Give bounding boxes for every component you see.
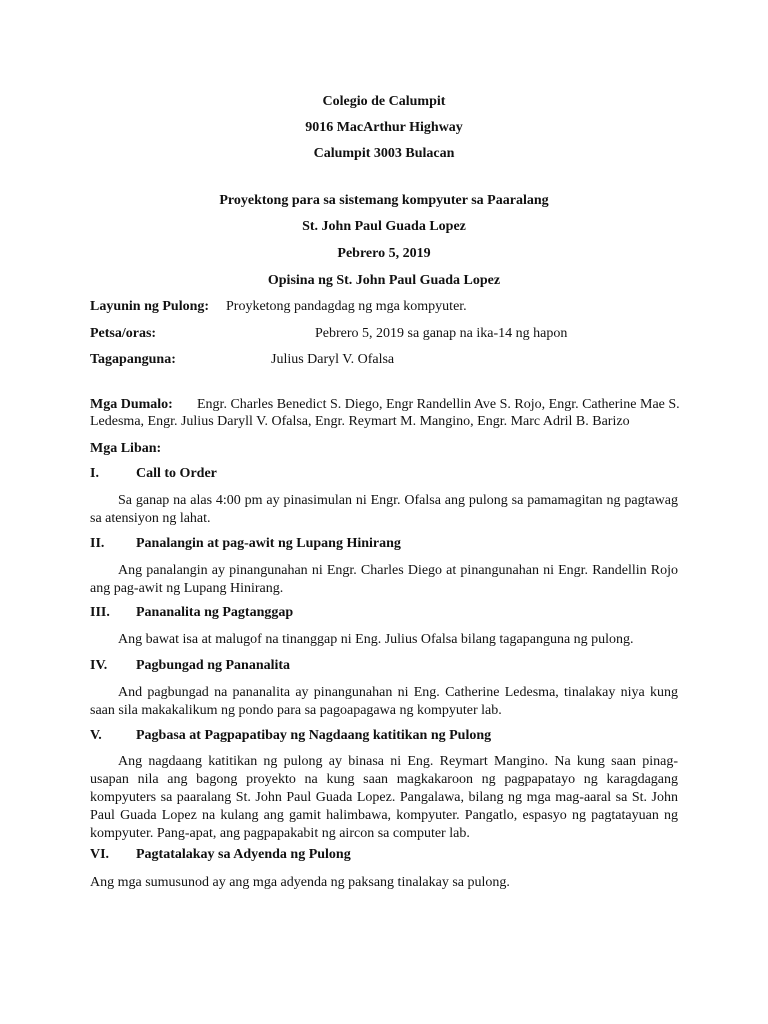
section-body: Ang nagdaang katitikan ng pulong ay binasa ni Eng. Reymart Mangino. Na kung saan pinag-usapan nila ang bagong proyekto na kung saan magkakaroon ng pagpapatayo ng karagdagang kompyuters sa paaralang St. John Paul Guada Lopez. Pangalawa, bilang ng mga mag-aaral sa St. John Paul Guada Lopez na kulang ang gamit halimbawa, kompyuter. Pangatlo, espasyo ng pagtatayuan ng kompyuter. Pang-apat, ang pagpapakabit ng aircon sa computer lab.: [90, 754, 678, 841]
dumalo-line-1: Engr. Charles Benedict S. Diego, Engr Randellin Ave S. Rojo, Engr. Catherine Mae S.: [197, 397, 680, 412]
meeting-date: Pebrero 5, 2019: [337, 246, 431, 261]
tagapanguna-label: Tagapanguna:: [90, 352, 176, 367]
section-title: Pagbasa at Pagpapatibay ng Nagdaang katitikan ng Pulong: [136, 728, 492, 743]
layunin-label: Layunin ng Pulong:: [90, 299, 210, 314]
section-body: And pagbungad na pananalita ay pinangunahan ni Eng. Catherine Ledesma, tinalakay niya kung saan sila makakalikum ng pondo para sa pagoapagawa ng kompyuter lab.: [90, 685, 678, 718]
meeting-venue: Opisina ng St. John Paul Guada Lopez: [267, 273, 501, 288]
section-number: V.: [90, 728, 102, 743]
section-number: IV.: [90, 658, 108, 673]
section-title: Pananalita ng Pagtanggap: [136, 605, 294, 620]
section-title: Panalangin at pag-awit ng Lupang Hinirang: [136, 536, 401, 551]
petsa-label: Petsa/oras:: [90, 326, 157, 341]
school-name-heading: Colegio de Calumpit: [322, 94, 446, 109]
section-body: Ang bawat isa at malugof na tinanggap ni Eng. Julius Ofalsa bilang tagapanguna ng pulong.: [118, 632, 634, 647]
section-number: I.: [90, 466, 99, 481]
dumalo-line-2: Ledesma, Engr. Julius Daryll V. Ofalsa, Engr. Reymart M. Mangino, Engr. Marc Adril B. Barizo: [90, 414, 630, 429]
section-number: III.: [90, 605, 110, 620]
address-line-2: Calumpit 3003 Bulacan: [313, 146, 455, 161]
section-number: II.: [90, 536, 105, 551]
section-number: VI.: [90, 847, 110, 862]
section-title: Call to Order: [136, 466, 217, 481]
layunin-value: Proyketong pandagdag ng mga kompyuter.: [226, 299, 467, 314]
project-school: St. John Paul Guada Lopez: [302, 219, 466, 234]
section-title: Pagbungad ng Pananalita: [136, 658, 291, 673]
tagapanguna-value: Julius Daryl V. Ofalsa: [271, 352, 395, 367]
project-title: Proyektong para sa sistemang kompyuter sa Paaralang: [219, 193, 549, 208]
section-body: Ang mga sumusunod ay ang mga adyenda ng paksang tinalakay sa pulong.: [90, 875, 510, 890]
section-title: Pagtatalakay sa Adyenda ng Pulong: [136, 847, 351, 862]
dumalo-label: Mga Dumalo:: [90, 397, 173, 412]
section-body: Sa ganap na alas 4:00 pm ay pinasimulan ni Engr. Ofalsa ang pulong sa pamamagitan ng pagtawag sa atensiyon ng lahat.: [90, 493, 678, 526]
petsa-value: Pebrero 5, 2019 sa ganap na ika-14 ng hapon: [315, 326, 568, 341]
section-body: Ang panalangin ay pinangunahan ni Engr. Charles Diego at pinangunahan ni Engr. Randellin Rojo ang pag-awit ng Lupang Hinirang.: [90, 563, 678, 596]
address-line-1: 9016 MacArthur Highway: [305, 120, 463, 135]
liban-label: Mga Liban:: [90, 441, 162, 456]
